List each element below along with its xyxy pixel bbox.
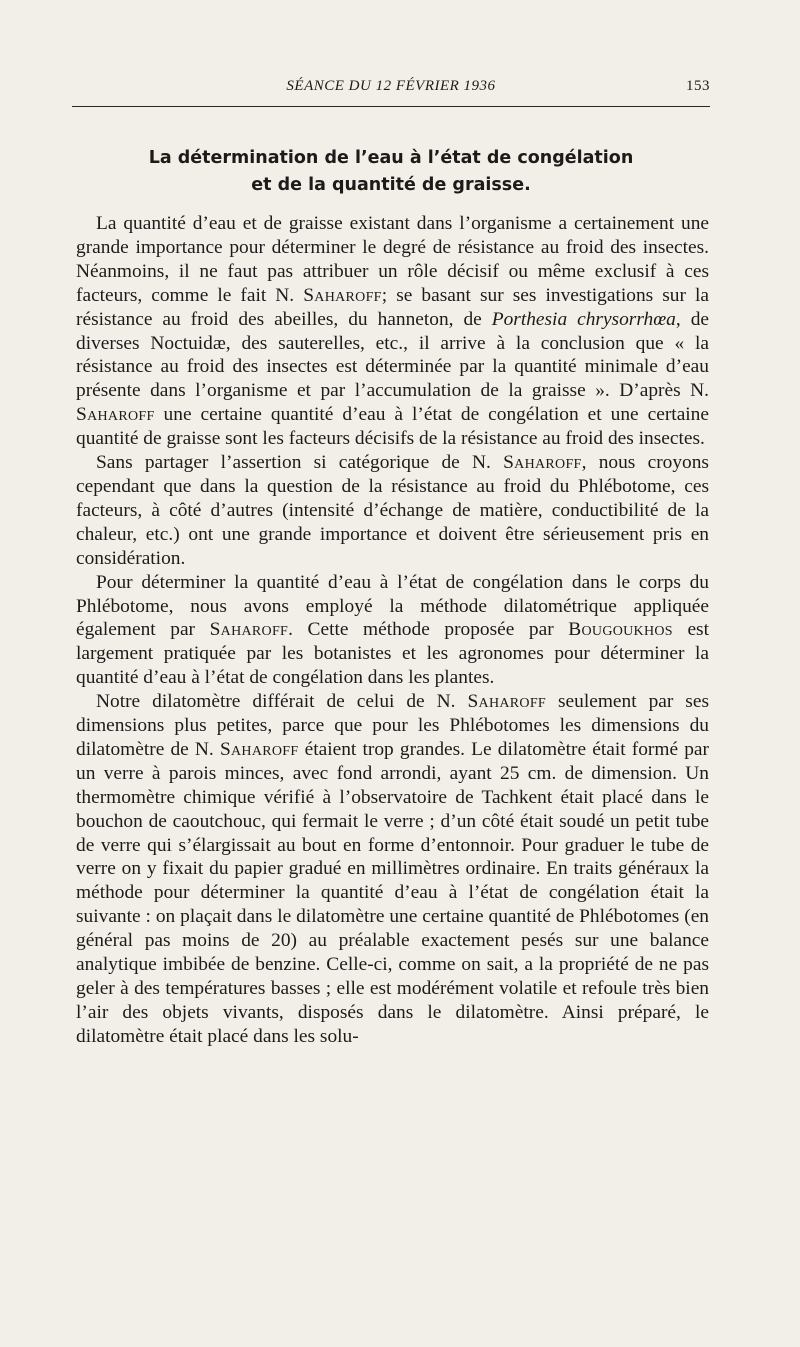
paragraph-3-text-a: Pour déterminer la quantité d’eau à l’état de congélation dans le corps du Phlébotome, nous avons employé la méthode dilatométrique appliquée également par [76,571,709,641]
paragraph-1-text-a: La quantité d’eau et de graisse existant dans l’organisme a certainement une grande importance pour déterminer le degré de résistance au froid des insectes. Néanmoins, il ne faut pas attribuer un rôle décisif ou même exclusif à ces facteurs, comme le fait N. [76,213,709,306]
author-name-bougoukhos: Bougoukhos [568,619,673,641]
paragraph-3-text-c: . Cette méthode proposée par [288,619,569,641]
paragraph-1-text-e: , de diverses Noctuidæ, des sauterelles, etc., il arrive à la conclusion que « la résistance au froid des insectes est déterminée par la quantité minimale d’eau présente dans l’organisme et par l’accumulation de la graisse ». D’après N. [76,308,709,402]
paragraph-2-text-a: Sans partager l’assertion si catégorique de N. [96,452,504,474]
author-name-saharoff: Saharoff [76,404,155,426]
paragraph-4-text-a: Notre dilatomètre différait de celui de N. [96,691,468,713]
header-rule [72,106,710,107]
running-head [72,78,710,102]
paragraph-3-text-e: est largement pratiquée par les botanistes et les agronomes pour déterminer la quantité d’eau à l’état de congélation dans les plantes. [76,619,709,689]
section-heading-line-2: et de la quantité de graisse. [251,175,531,195]
body-text [76,212,709,1049]
author-name-saharoff: Saharoff [303,284,382,306]
author-name-saharoff: Saharoff [503,452,582,474]
running-head-title: SÉANCE DU 12 FÉVRIER 1936 [286,78,496,94]
section-heading-line-1: La détermination de l’eau à l’état de congélation [148,148,634,168]
paragraph-2-text-c: , nous croyons cependant que dans la question de la résistance au froid du Phlébotome, ces facteurs, à côté d’autres (intensité d’échange de matière, conductibilité de la chaleur, etc.) ont une grande importance et doivent être sérieusement pris en considération. [76,452,709,569]
paragraph-1-text-g: une certaine quantité d’eau à l’état de congélation et une certaine quantité de graisse sont les facteurs décisifs de la résistance au froid des insectes. [76,404,709,450]
author-name-saharoff: Saharoff [219,738,299,760]
author-name-saharoff: Saharoff [467,691,547,713]
species-name: Porthesia chrysorrhœa [491,308,676,330]
paragraph-1 [76,212,709,451]
paragraph-4 [76,690,709,1049]
page-number: 153 [686,78,710,94]
paragraph-2 [76,451,709,571]
paragraph-4-text-e: étaient trop grandes. Le dilatomètre était formé par un verre à parois minces, avec fond arrondi, ayant 25 cm. de dimension. Un thermomètre chimique vérifié à l’observatoire de Tachkent était placé dans le bouchon de caoutchouc, qui fermait le verre ; d’un côté était soudé un petit tube de verre qui s’élargissait au bout en forme d’entonnoir. Pour graduer le tube de verre on y fixait du papier gradué en millimètres ordinaire. En traits généraux la méthode pour déterminer la quantité d’eau à l’état de congélation était la suivante : on plaçait dans le dilatomètre une certaine quantité de Phlébotomes (en général pas moins de 20) au préalable exactement pesés sur une balance analytique imbibée de benzine. Celle-ci, comme on sait, a la propriété de ne pas geler à des températures basses ; elle est modérément volatile et refoule très bien l’air des objets vivants, disposés dans le dilatomètre. Ainsi préparé, le dilatomètre était placé dans les solu- [76,738,709,1047]
paragraph-3 [76,571,709,691]
author-name-saharoff: Saharoff [209,619,289,641]
paragraph-1-text-c: ; se basant sur ses investigations sur la résistance au froid des abeilles, du hanneton, de [76,284,709,330]
paragraph-4-text-c: seulement par ses dimensions plus petites, parce que pour les Phlébotomes les dimensions du dilatomètre de N. [76,691,709,760]
section-heading [72,145,710,199]
